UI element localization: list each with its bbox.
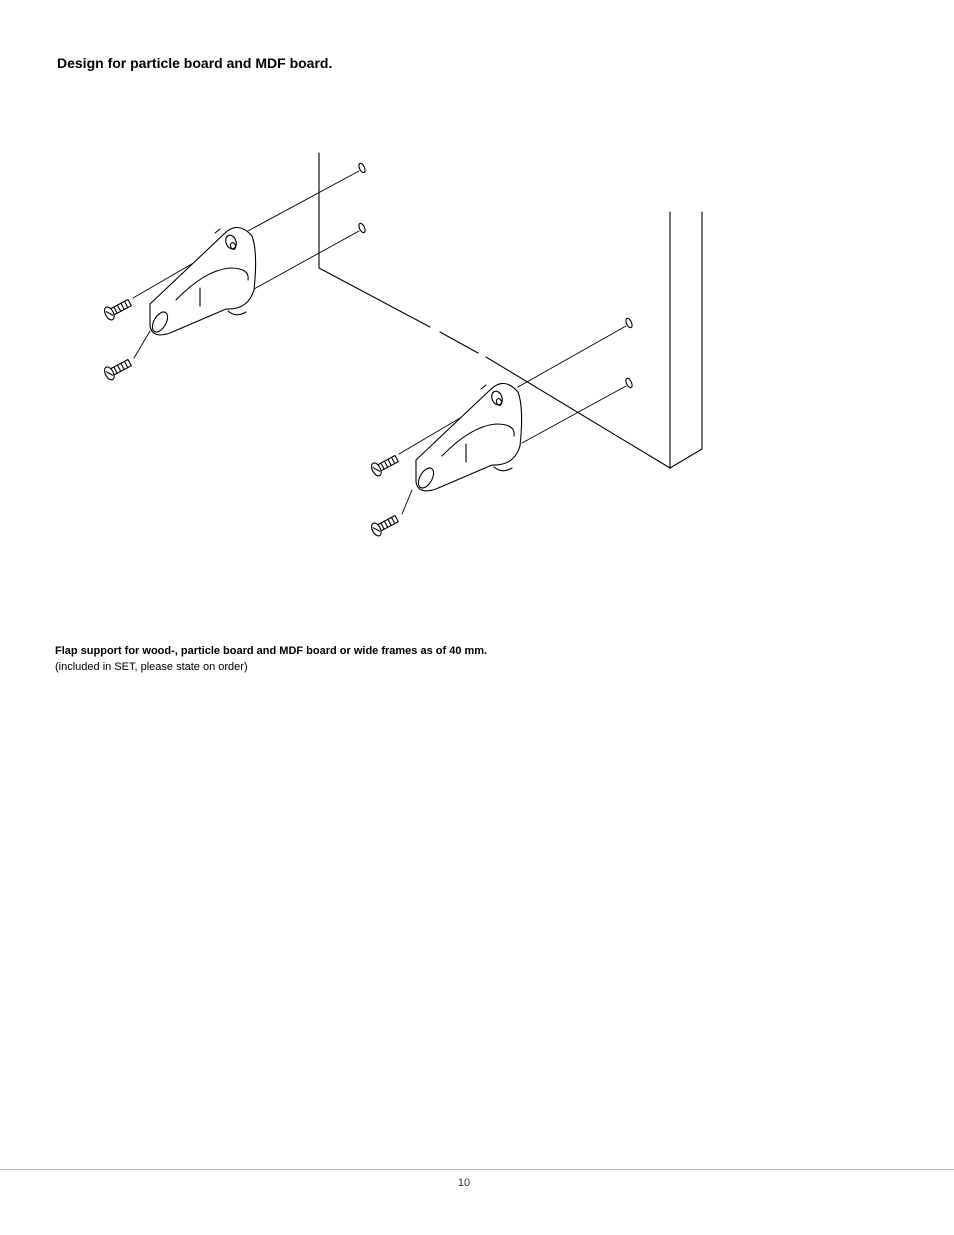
- screw: [103, 296, 133, 321]
- footer-divider: [0, 1169, 954, 1170]
- assembly-guide-lines: [133, 171, 626, 514]
- page-number: 10: [457, 1177, 471, 1189]
- screw: [370, 512, 400, 537]
- screw: [103, 356, 133, 381]
- flap-support-right: [415, 383, 521, 490]
- screw: [370, 452, 400, 477]
- flap-support-left: [149, 227, 255, 334]
- caption-title: Flap support for wood-, particle board and MDF board or wide frames as of 40 mm.: [55, 645, 488, 657]
- caption-note: (included in SET, please state on order): [55, 661, 248, 673]
- assembly-illustration: [0, 140, 954, 560]
- drill-hole: [625, 377, 634, 388]
- drill-hole: [358, 222, 367, 233]
- drill-hole: [625, 317, 634, 328]
- page-heading: Design for particle board and MDF board.: [57, 55, 333, 71]
- drill-hole: [358, 162, 367, 173]
- figure-caption: [55, 643, 487, 675]
- drill-holes: [358, 162, 634, 388]
